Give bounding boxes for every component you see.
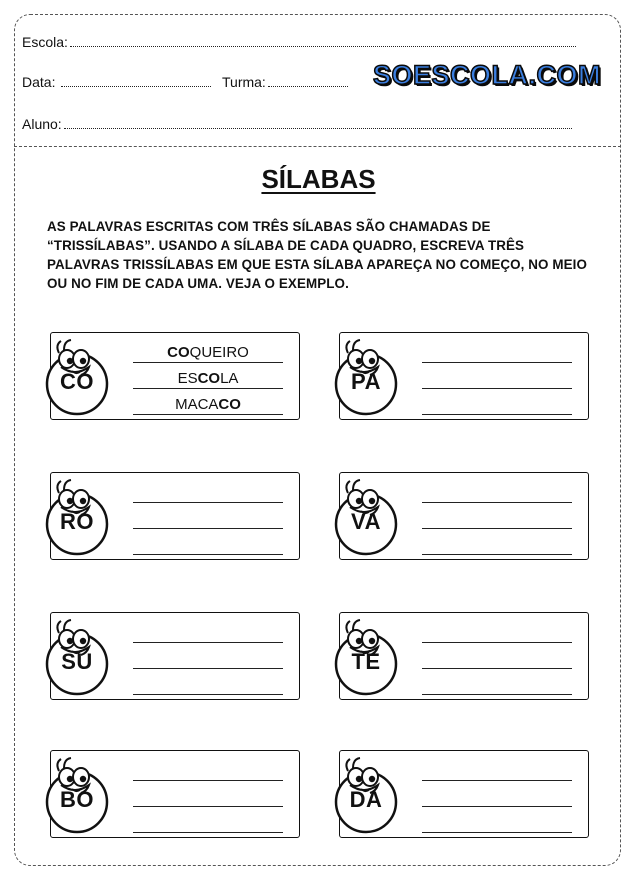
answer-line[interactable]: [422, 623, 572, 643]
answer-line[interactable]: [422, 343, 572, 363]
answer-line: COQUEIRO: [133, 343, 283, 363]
answer-line[interactable]: [133, 761, 283, 781]
answer-line[interactable]: [422, 761, 572, 781]
answer-line[interactable]: [422, 787, 572, 807]
header-divider: [14, 146, 621, 147]
class-field[interactable]: [222, 74, 348, 90]
syllable-label: TE: [351, 649, 381, 674]
answer-line[interactable]: [422, 369, 572, 389]
syllable-label: BO: [60, 787, 94, 812]
school-line[interactable]: [70, 36, 576, 47]
answer-line[interactable]: [422, 649, 572, 669]
answer-line[interactable]: [133, 675, 283, 695]
syllable-card-va: [339, 472, 589, 560]
instructions-text: AS PALAVRAS ESCRITAS COM TRÊS SÍLABAS SÃO CHAMADAS DE “TRISSÍLABAS”. USANDO A SÍLABA DE CADA QUADRO, ESCREVA TRÊS PALAVRAS TRISSÍLABAS EM QUE ESTA SÍLABA APAREÇA NO COMEÇO, NO MEIO OU NO FIM DE CADA UMA. VEJA O EXEMPLO.: [47, 219, 588, 291]
answer-line[interactable]: [422, 813, 572, 833]
syllable-label: PA: [351, 369, 381, 394]
class-line[interactable]: [268, 76, 348, 87]
answer-line[interactable]: [133, 649, 283, 669]
class-label: Turma:: [222, 74, 266, 90]
syllable-label: RO: [60, 509, 94, 534]
answer-line[interactable]: [422, 395, 572, 415]
date-field[interactable]: [22, 74, 211, 90]
syllable-card-te: [339, 612, 589, 700]
answer-line[interactable]: [422, 535, 572, 555]
syllable-label: SU: [61, 649, 93, 674]
syllable-label: CO: [60, 369, 94, 394]
answer-line[interactable]: [133, 813, 283, 833]
worksheet-border: [14, 14, 621, 866]
page-title: [0, 164, 637, 195]
syllable-label: DA: [349, 787, 383, 812]
school-label: Escola:: [22, 34, 68, 50]
answer-line[interactable]: [422, 675, 572, 695]
syllable-card-su: [50, 612, 300, 700]
page-title-text: SÍLABAS: [261, 164, 376, 194]
school-field[interactable]: [22, 34, 576, 50]
syllable-card-ro: [50, 472, 300, 560]
answer-line: ESCOLA: [133, 369, 283, 389]
syllable-card-bo: [50, 750, 300, 838]
answer-line[interactable]: [133, 535, 283, 555]
student-line[interactable]: [64, 118, 572, 129]
syllable-card-pa: [339, 332, 589, 420]
site-logo: SOESCOLA.COM: [373, 60, 602, 90]
answer-line[interactable]: [422, 509, 572, 529]
answer-line: MACACO: [133, 395, 283, 415]
answer-line[interactable]: [422, 483, 572, 503]
student-label: Aluno:: [22, 116, 62, 132]
answer-line[interactable]: [133, 509, 283, 529]
syllable-card-co: [50, 332, 300, 420]
syllable-card-da: [339, 750, 589, 838]
answer-line[interactable]: [133, 623, 283, 643]
date-line[interactable]: [61, 76, 211, 87]
date-label: Data:: [22, 74, 56, 90]
student-field[interactable]: [22, 116, 572, 132]
answer-line[interactable]: [133, 483, 283, 503]
answer-line[interactable]: [133, 787, 283, 807]
syllable-label: VA: [351, 509, 381, 534]
